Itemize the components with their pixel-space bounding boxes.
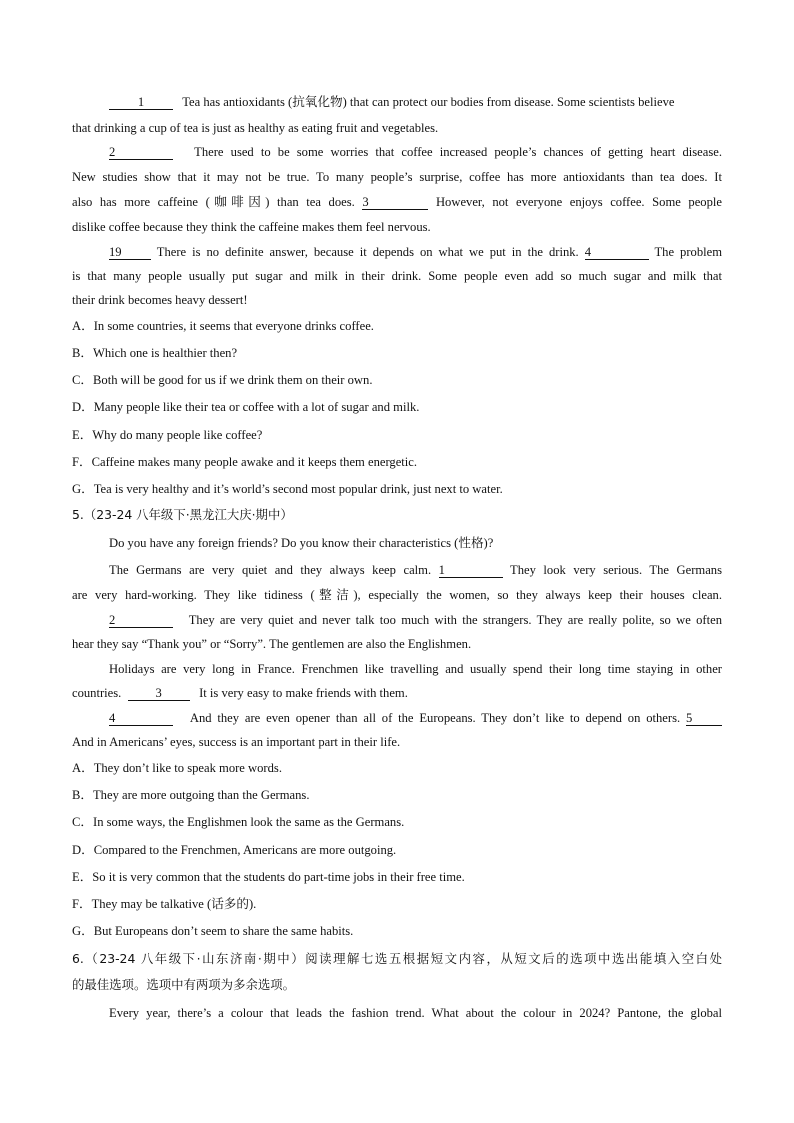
option-c: C．Both will be good for us if we drink them on their own.: [72, 373, 373, 387]
option-e: E．So it is very common that the students do part-time jobs in their free time.: [72, 870, 465, 884]
option-g: G．Tea is very healthy and it’s world’s second most popular drink, just next to water.: [72, 482, 503, 496]
p4-para2-line4: dislike coffee because they think the caffeine makes them feel nervous.: [72, 220, 431, 234]
question-6-heading-line2: 的最佳选项。选项中有两项为多余选项。: [72, 977, 296, 992]
question-5-heading: 5.（23-24 八年级下·黑龙江大庆·期中）: [72, 507, 293, 522]
option-f: F．They may be talkative (话多的).: [72, 897, 257, 911]
option-d: D．Compared to the Frenchmen, Americans are more outgoing.: [72, 843, 397, 857]
answer-blank[interactable]: 19: [109, 245, 151, 260]
p5-para3-line1: Holidays are very long in France. Frenchmen like travelling and usually spend their long time staying in other: [109, 662, 722, 676]
p5-para2-line2: hear they say “Thank you” or “Sorry”. The gentlemen are also the Englishmen.: [72, 637, 472, 651]
p4-para2-line2: New studies show that it may not be true. To many people’s surprise, coffee has more antioxidants than tea does. It: [72, 170, 722, 184]
answer-blank[interactable]: 3: [128, 686, 190, 701]
answer-blank[interactable]: 3: [362, 195, 428, 210]
p4-para2-line1: 2 There used to be some worries that coffee increased people’s chances of getting heart disease.: [109, 145, 723, 159]
p5-intro: Do you have any foreign friends? Do you know their characteristics (性格)?: [109, 536, 494, 550]
option-a: A．In some countries, it seems that everyone drinks coffee.: [72, 319, 374, 333]
answer-blank[interactable]: 1: [439, 563, 503, 578]
p4-para1-line1: 1 Tea has antioxidants (抗氧化物) that can protect our bodies from disease. Some scientists believe: [109, 94, 674, 110]
p4-para3-line3: their drink becomes heavy dessert!: [72, 293, 248, 307]
option-e: E．Why do many people like coffee?: [72, 428, 263, 442]
answer-blank[interactable]: 1: [109, 95, 173, 110]
option-c: C．In some ways, the Englishmen look the same as the Germans.: [72, 815, 405, 829]
option-g: G．But Europeans don’t seem to share the same habits.: [72, 924, 354, 938]
p4-para3-line2: is that many people usually put sugar and milk in their drink. Some people even add so much sugar and milk that: [72, 269, 722, 283]
p5-para3-line2: countries. 3 It is very easy to make friends with them.: [72, 686, 408, 700]
option-a: A．They don’t like to speak more words.: [72, 761, 282, 775]
p4-para1-line2: that drinking a cup of tea is just as healthy as eating fruit and vegetables.: [72, 121, 439, 135]
p5-para2-line1: 2 They are very quiet and never talk too much with the strangers. They are really polite, so we often: [109, 613, 723, 627]
option-d: D．Many people like their tea or coffee with a lot of sugar and milk.: [72, 400, 420, 414]
option-f: F．Caffeine makes many people awake and it keeps them energetic.: [72, 455, 418, 469]
answer-blank[interactable]: 4: [585, 245, 649, 260]
option-b: B．Which one is healthier then?: [72, 346, 238, 360]
answer-blank[interactable]: 2: [109, 613, 173, 628]
p5-para1-line1: The Germans are very quiet and they always keep calm. 1 They look very serious. The Germans: [109, 563, 723, 577]
p5-para4-line2: And in Americans’ eyes, success is an important part in their life.: [72, 735, 401, 749]
p4-para3-line1: 19 There is no definite answer, because it depends on what we put in the drink. 4 The problem: [109, 245, 722, 259]
option-b: B．They are more outgoing than the Germans.: [72, 788, 310, 802]
answer-blank[interactable]: 2: [109, 145, 173, 160]
question-6-heading-line1: 6.（23-24 八年级下·山东济南·期中）阅读理解七选五根据短文内容，从短文后的选项中选出能填入空白处: [72, 951, 722, 966]
p4-para2-line3: also has more caffeine (咖啡因) than tea does. 3 However, not everyone enjoys coffee. Some people: [72, 195, 722, 209]
p6-para1-line1: Every year, there’s a colour that leads the fashion trend. What about the colour in 2024? Pantone, the global: [109, 1006, 722, 1020]
answer-blank[interactable]: 4: [109, 711, 173, 726]
p5-para1-line2: are very hard-working. They like tidiness (整洁), especially the women, so they always keep their houses clean.: [72, 588, 722, 602]
answer-blank[interactable]: 5: [686, 711, 722, 726]
p5-para4-line1: 4 And they are even opener than all of the Europeans. They don’t like to depend on others. 5: [109, 710, 722, 726]
